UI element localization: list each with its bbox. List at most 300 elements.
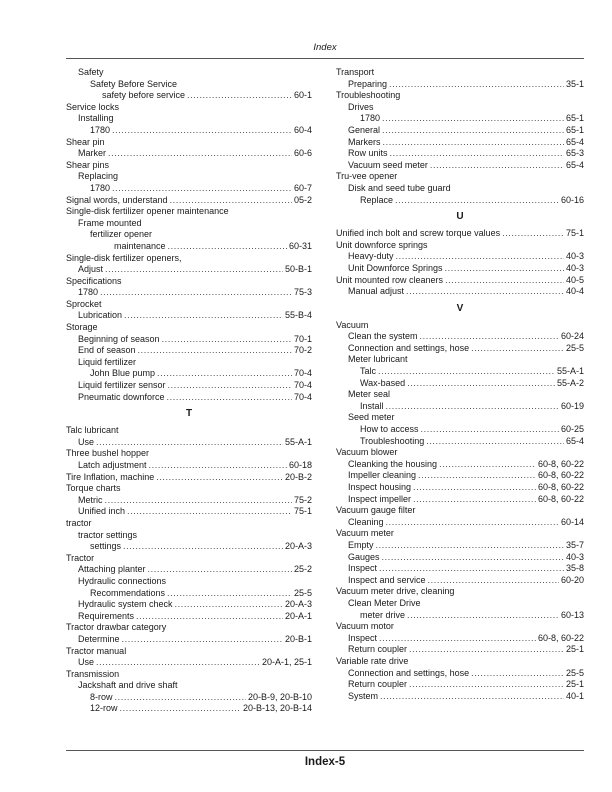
- dot-leader: [156, 472, 283, 484]
- index-entry: [66, 67, 312, 79]
- section-letter: V: [456, 302, 464, 314]
- index-entry: [66, 646, 312, 658]
- index-term: Impeller cleaning: [348, 470, 417, 481]
- index-entry: [66, 253, 312, 265]
- index-entry: [336, 343, 584, 355]
- index-entry: [66, 148, 312, 160]
- index-term: Tire Inflation, machine: [66, 471, 155, 482]
- index-page-ref: 60-20: [560, 574, 584, 585]
- index-entry: [66, 576, 312, 588]
- index-entry: [66, 564, 312, 576]
- index-page-ref: 20-B-13, 20-B-14: [242, 703, 312, 714]
- dot-leader: [390, 148, 564, 160]
- index-page-ref: 65-1: [565, 124, 584, 135]
- index-term: Talc lubricant: [66, 425, 119, 436]
- index-page-ref: 20-A-1: [284, 610, 312, 621]
- index-page-ref: 60-8, 60-22: [537, 493, 584, 504]
- index-entry: [66, 680, 312, 692]
- section-letter: U: [456, 211, 464, 223]
- index-entry: [66, 160, 312, 172]
- index-term: Vacuum meter drive, cleaning: [336, 586, 455, 597]
- dot-leader: [386, 401, 559, 413]
- index-term: Connection and settings, hose: [348, 667, 470, 678]
- index-entry: [336, 67, 584, 79]
- index-page-ref: 25-1: [565, 644, 584, 655]
- index-entry: [66, 183, 312, 195]
- index-term: Tractor: [66, 552, 95, 563]
- index-page-ref: 60-19: [560, 400, 584, 411]
- index-term: Use: [78, 436, 95, 447]
- index-page-ref: 60-1: [293, 90, 312, 101]
- index-term: Row units: [348, 148, 388, 159]
- index-term: Hydraulic connections: [78, 575, 167, 586]
- index-page-ref: 40-5: [565, 274, 584, 285]
- index-page-ref: 55-B-4: [284, 310, 312, 321]
- index-page-ref: 60-8, 60-22: [537, 632, 584, 643]
- index-page-ref: 75-3: [293, 287, 312, 298]
- index-entry: [66, 218, 312, 230]
- index-page-ref: 40-4: [565, 286, 584, 297]
- index-page-ref: 20-A-1, 25-1: [261, 657, 312, 668]
- dot-leader: [112, 183, 292, 195]
- index-entry: [66, 287, 312, 299]
- index-entry: [336, 586, 584, 598]
- dot-leader: [157, 368, 292, 380]
- index-term: Shear pin: [66, 136, 105, 147]
- index-page-ref: 60-31: [288, 240, 312, 251]
- dot-leader: [389, 79, 564, 91]
- page-number: Index-5: [304, 756, 346, 768]
- dot-leader: [407, 378, 555, 390]
- dot-leader: [409, 644, 564, 656]
- index-entry: [66, 113, 312, 125]
- index-term: Troubleshooting: [336, 90, 401, 101]
- index-term: Unit mounted row cleaners: [336, 274, 444, 285]
- index-entry: [66, 657, 312, 669]
- dot-leader: [170, 195, 292, 207]
- index-term: Clean the system: [348, 331, 418, 342]
- dot-leader: [382, 125, 564, 137]
- index-entry: [336, 251, 584, 263]
- index-term: End of season: [78, 345, 136, 356]
- index-entry: [336, 412, 584, 424]
- dot-leader: [445, 263, 564, 275]
- index-entry: [336, 679, 584, 691]
- dot-leader: [396, 251, 564, 263]
- index-entry: [336, 148, 584, 160]
- dot-leader: [406, 286, 564, 298]
- index-entry: [66, 310, 312, 322]
- index-page-ref: 35-7: [565, 539, 584, 550]
- running-head: Index: [313, 42, 337, 53]
- index-entry: [336, 183, 584, 195]
- dot-leader: [383, 137, 564, 149]
- index-page-ref: 60-4: [293, 124, 312, 135]
- dot-leader: [395, 195, 559, 207]
- index-term: Shear pins: [66, 159, 110, 170]
- dot-leader: [162, 334, 292, 346]
- dot-leader: [426, 436, 564, 448]
- dot-leader: [430, 160, 564, 172]
- index-term: 1780: [78, 287, 99, 298]
- index-entry: [336, 494, 584, 506]
- index-entry: [336, 552, 584, 564]
- index-entry: [336, 668, 584, 680]
- index-entry: [336, 389, 584, 401]
- index-page-ref: 40-1: [565, 690, 584, 701]
- index-term: Heavy-duty: [348, 251, 394, 262]
- index-entry: [336, 528, 584, 540]
- index-entry: [66, 669, 312, 681]
- index-entry: [66, 357, 312, 369]
- index-entry: [336, 90, 584, 102]
- index-entry: [336, 160, 584, 172]
- index-term: Inspect housing: [348, 482, 412, 492]
- dot-leader: [421, 424, 559, 436]
- index-entry: [66, 692, 312, 704]
- index-term: Safety: [78, 67, 104, 77]
- dot-leader: [115, 692, 246, 704]
- index-entry: [336, 540, 584, 552]
- index-term: How to access: [360, 424, 419, 435]
- index-entry: [66, 703, 312, 715]
- index-term: Single-disk fertilizer opener maintenance: [66, 206, 229, 217]
- index-term: Talc: [360, 366, 377, 377]
- index-term: General: [348, 124, 381, 135]
- index-entry: [336, 401, 584, 413]
- index-term: Clean Meter Drive: [348, 597, 421, 608]
- index-entry: [66, 448, 312, 460]
- dot-leader: [105, 264, 283, 276]
- index-entry: [336, 228, 584, 240]
- index-page-ref: 60-8, 60-22: [537, 458, 584, 469]
- dot-leader: [124, 310, 283, 322]
- index-entry: [336, 459, 584, 471]
- index-page-ref: 40-3: [565, 551, 584, 562]
- index-entry: [66, 506, 312, 518]
- index-entry: [336, 354, 584, 366]
- index-entry: [66, 622, 312, 634]
- index-term: Wax-based: [360, 377, 406, 388]
- index-entry: [66, 460, 312, 472]
- index-entry: [336, 436, 584, 448]
- index-term: Cleaning: [348, 516, 384, 527]
- index-term: 1780: [90, 182, 111, 193]
- index-term: Connection and settings, hose: [348, 342, 470, 353]
- index-term: Vacuum gauge filter: [336, 505, 416, 516]
- index-entry: [66, 634, 312, 646]
- index-term: Meter seal: [348, 389, 391, 400]
- index-page-ref: 55-A-2: [556, 377, 584, 388]
- index-term: Troubleshooting: [360, 435, 425, 446]
- index-term: Beginning of season: [78, 333, 160, 344]
- dot-leader: [376, 540, 564, 552]
- index-entry: [336, 195, 584, 207]
- dot-leader: [123, 541, 283, 553]
- dot-leader: [413, 494, 536, 506]
- index-term: Drives: [348, 101, 374, 112]
- index-page-ref: 60-25: [560, 424, 584, 435]
- dot-leader: [168, 380, 292, 392]
- index-page-ref: 70-1: [293, 333, 312, 344]
- index-entry: [66, 264, 312, 276]
- index-page-ref: 60-16: [560, 194, 584, 205]
- index-term: Manual adjust: [348, 286, 405, 297]
- index-term: tractor: [66, 517, 92, 528]
- index-entry: [336, 263, 584, 275]
- index-page-ref: 60-6: [293, 148, 312, 159]
- index-page-ref: 35-1: [565, 78, 584, 89]
- index-page-ref: 60-14: [560, 516, 584, 527]
- index-entry: [66, 299, 312, 311]
- index-entry: [66, 241, 312, 253]
- index-entry: [336, 275, 584, 287]
- index-page-ref: 50-B-1: [284, 264, 312, 275]
- index-entry: [336, 621, 584, 633]
- dot-leader: [418, 470, 536, 482]
- index-page-ref: 60-8, 60-22: [537, 482, 584, 492]
- dot-leader: [127, 506, 292, 518]
- index-term: Unified inch bolt and screw torque values: [336, 228, 501, 239]
- index-term: Metric: [78, 494, 103, 505]
- dot-leader: [187, 90, 292, 102]
- index-entry: [336, 79, 584, 91]
- dot-leader: [105, 495, 292, 507]
- index-term: Inspect impeller: [348, 493, 412, 504]
- dot-leader: [167, 588, 292, 600]
- index-page-ref: 25-5: [565, 342, 584, 353]
- dot-leader: [167, 392, 292, 404]
- index-entry: [336, 102, 584, 114]
- index-term: Attaching planter: [78, 564, 146, 575]
- index-term: meter drive: [360, 609, 406, 620]
- index-entry: [336, 331, 584, 343]
- index-entry: [66, 472, 312, 484]
- index-page-ref: 65-1: [565, 113, 584, 124]
- index-entry: [336, 482, 584, 494]
- index-page-ref: 60-24: [560, 331, 584, 342]
- index-page-ref: 65-4: [565, 136, 584, 147]
- index-term: Determine: [78, 633, 120, 644]
- dot-leader: [428, 575, 559, 587]
- index-term: Vacuum blower: [336, 447, 398, 458]
- index-entry: [336, 517, 584, 529]
- dot-leader: [175, 599, 283, 611]
- index-column-left: [66, 67, 312, 715]
- index-term: Pneumatic downforce: [78, 391, 165, 402]
- dot-leader: [502, 228, 564, 240]
- index-term: Preparing: [348, 78, 388, 89]
- index-term: maintenance: [114, 240, 166, 251]
- index-entry: [336, 598, 584, 610]
- index-page-ref: 70-4: [293, 391, 312, 402]
- index-entry: [336, 125, 584, 137]
- index-term: Install: [360, 400, 384, 411]
- index-term: Variable rate drive: [336, 655, 409, 666]
- index-entry: [66, 380, 312, 392]
- index-term: Storage: [66, 322, 98, 333]
- index-entry: [66, 518, 312, 530]
- index-term: Unit Downforce Springs: [348, 262, 443, 273]
- dot-leader: [407, 610, 559, 622]
- index-entry: [336, 447, 584, 459]
- dot-leader: [413, 482, 536, 494]
- index-term: 12-row: [90, 703, 118, 714]
- dot-leader: [112, 125, 292, 137]
- index-page-ref: 75-1: [293, 506, 312, 517]
- index-page-ref: 60-18: [288, 460, 312, 470]
- index-term: Vacuum meter: [336, 528, 394, 539]
- index-term: 1780: [360, 113, 381, 124]
- index-term: Inspect: [348, 563, 378, 574]
- dot-leader: [379, 563, 564, 575]
- index-entry: [336, 137, 584, 149]
- index-term: Tru-vee opener: [336, 171, 398, 182]
- dot-leader: [378, 366, 555, 378]
- index-page-ref: 65-4: [565, 159, 584, 170]
- index-page-ref: 55-A-1: [284, 436, 312, 447]
- index-entry: [66, 611, 312, 623]
- index-term: Safety Before Service: [90, 78, 178, 89]
- index-term: Inspect and service: [348, 574, 426, 585]
- index-entry: [336, 240, 584, 252]
- dot-leader: [148, 564, 292, 576]
- index-term: Marker: [78, 148, 107, 159]
- index-entry: [336, 320, 584, 332]
- index-term: Meter lubricant: [348, 354, 408, 365]
- dot-leader: [471, 668, 564, 680]
- dot-leader: [409, 679, 564, 691]
- index-term: safety before service: [102, 90, 186, 101]
- index-term: Single-disk fertilizer openers,: [66, 252, 182, 263]
- index-entry: [336, 378, 584, 390]
- section-letter: T: [185, 408, 193, 420]
- top-rule: [66, 58, 584, 59]
- dot-leader: [379, 633, 536, 645]
- index-entry: [66, 322, 312, 334]
- index-page-ref: 55-A-1: [556, 366, 584, 377]
- index-page-ref: 65-3: [565, 148, 584, 159]
- dot-leader: [382, 552, 564, 564]
- index-entry: [66, 599, 312, 611]
- index-term: Installing: [78, 113, 114, 124]
- index-term: System: [348, 690, 379, 701]
- dot-leader: [382, 113, 564, 125]
- index-entry: [66, 90, 312, 102]
- index-page-ref: 60-7: [293, 182, 312, 193]
- index-entry: [66, 392, 312, 404]
- index-entry: [66, 171, 312, 183]
- index-page-ref: 20-B-2: [284, 471, 312, 482]
- index-entry: [66, 125, 312, 137]
- index-page-ref: 25-1: [565, 679, 584, 690]
- index-page-ref: 25-5: [565, 667, 584, 678]
- index-entry: [66, 229, 312, 241]
- index-entry: [336, 424, 584, 436]
- index-term: Liquid fertilizer sensor: [78, 380, 166, 391]
- index-entry: [66, 530, 312, 542]
- index-entry: [336, 470, 584, 482]
- index-page-ref: 40-3: [565, 251, 584, 262]
- index-entry: [66, 495, 312, 507]
- dot-leader: [439, 459, 536, 471]
- index-term: Tractor drawbar category: [66, 622, 167, 633]
- dot-leader: [445, 275, 564, 287]
- index-page-ref: 20-B-1: [284, 633, 312, 644]
- bottom-rule: [66, 750, 584, 751]
- index-entry: [66, 437, 312, 449]
- index-entry: [66, 195, 312, 207]
- index-term: Replace: [360, 194, 394, 205]
- dot-leader: [96, 657, 260, 669]
- index-term: fertilizer opener: [90, 229, 153, 240]
- index-term: Hydraulic system check: [78, 599, 173, 610]
- index-entry: [66, 102, 312, 114]
- index-term: Use: [78, 657, 95, 668]
- dot-leader: [138, 345, 292, 357]
- index-term: Jackshaft and drive shaft: [78, 680, 178, 691]
- index-entry: [336, 610, 584, 622]
- index-term: Return coupler: [348, 644, 408, 655]
- index-term: Transport: [336, 67, 375, 77]
- index-term: John Blue pump: [90, 368, 156, 379]
- index-term: Gauges: [348, 551, 380, 562]
- index-term: Specifications: [66, 275, 122, 286]
- dot-leader: [168, 241, 287, 253]
- index-entry: [336, 656, 584, 668]
- index-entry: [66, 425, 312, 437]
- index-column-right: [336, 67, 584, 702]
- index-entry: [66, 137, 312, 149]
- dot-leader: [471, 343, 564, 355]
- index-entry: [336, 505, 584, 517]
- index-page-ref: 70-4: [293, 380, 312, 391]
- index-term: Seed meter: [348, 412, 395, 423]
- index-entry: [336, 366, 584, 378]
- index-page-ref: 70-4: [293, 368, 312, 379]
- index-entry: [66, 483, 312, 495]
- dot-leader: [96, 437, 283, 449]
- dot-leader: [380, 691, 564, 703]
- index-entry: [336, 286, 584, 298]
- index-entry: [66, 588, 312, 600]
- index-term: Vacuum: [336, 319, 369, 330]
- index-term: Transmission: [66, 668, 120, 679]
- index-term: Latch adjustment: [78, 460, 147, 470]
- index-term: 8-row: [90, 691, 113, 702]
- index-term: Vacuum seed meter: [348, 159, 428, 170]
- index-page-ref: 70-2: [293, 345, 312, 356]
- index-term: Recommendations: [90, 587, 166, 598]
- index-term: Frame mounted: [78, 217, 142, 228]
- index-entry: [336, 691, 584, 703]
- index-page-ref: 05-2: [293, 194, 312, 205]
- index-term: Signal words, understand: [66, 194, 168, 205]
- index-entry: [336, 113, 584, 125]
- index-entry: [336, 633, 584, 645]
- index-entry: [336, 644, 584, 656]
- index-entry: [66, 334, 312, 346]
- index-page-ref: 60-8, 60-22: [537, 470, 584, 481]
- index-term: Torque charts: [66, 483, 121, 494]
- index-page-ref: 60-13: [560, 609, 584, 620]
- index-entry: [66, 276, 312, 288]
- index-term: Unit downforce springs: [336, 239, 428, 250]
- index-term: Requirements: [78, 610, 135, 621]
- index-page-ref: 65-4: [565, 435, 584, 446]
- index-term: tractor settings: [78, 529, 138, 540]
- index-page-ref: 25-5: [293, 587, 312, 598]
